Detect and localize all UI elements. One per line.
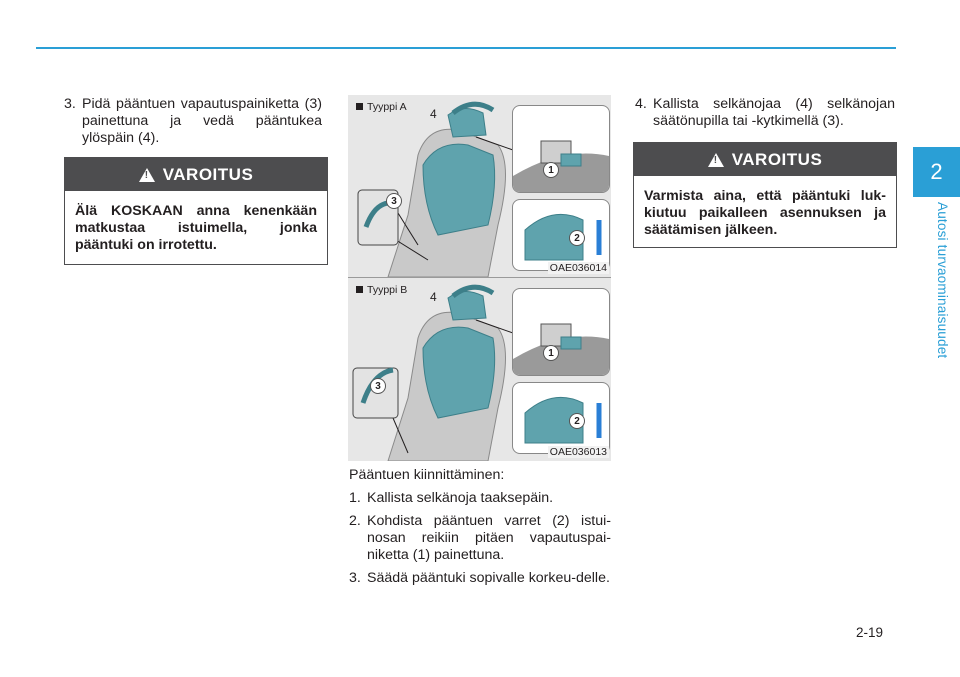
chapter-tab — [913, 147, 960, 197]
release-button-illustration — [513, 289, 609, 375]
step-text: Kallista selkänoja taaksepäin. — [367, 490, 554, 506]
warning-body: Varmista aina, että pääntuki luk-kiutuu paikalleen asennuksen ja säätämisen jälkeen. — [644, 188, 886, 238]
middle-column — [349, 467, 611, 593]
inset-release-button — [512, 288, 610, 376]
step-text: Pidä pääntuen vapautuspainiketta (3) painettuna ja vedä pääntukea ylöspäin (4). — [82, 96, 322, 146]
bullet-square-icon — [356, 286, 363, 293]
warning-header — [65, 158, 327, 191]
page-number: 2-19 — [856, 625, 884, 640]
warning-icon — [139, 168, 155, 182]
step-2 — [349, 513, 611, 564]
figure-label — [356, 101, 407, 113]
header-rule — [36, 47, 896, 49]
step-number: 3. — [64, 96, 76, 112]
inset-headrest-insert — [512, 382, 610, 454]
callout-2: 2 — [569, 413, 585, 429]
step-text: Säädä pääntuki sopivalle korkeu-delle. — [367, 570, 610, 586]
step-number: 3. — [349, 570, 361, 586]
callout-4: 4 — [430, 290, 437, 304]
figure-code: OAE036014 — [549, 262, 607, 274]
warning-title: VAROITUS — [162, 164, 254, 184]
warning-box-left — [64, 157, 328, 265]
inset-headrest-insert — [512, 199, 610, 271]
step-number: 1. — [349, 490, 361, 506]
chapter-title: Autosi turvaominaisuudet — [935, 202, 950, 359]
inset-release-button — [512, 105, 610, 193]
warning-title: VAROITUS — [731, 149, 823, 169]
figure-type-a — [348, 95, 611, 277]
release-button-illustration — [513, 106, 609, 192]
chapter-number: 2 — [930, 159, 943, 184]
step-1 — [349, 490, 611, 507]
left-column — [64, 96, 322, 153]
warning-header — [634, 143, 896, 176]
callout-4: 4 — [430, 107, 437, 121]
callout-3: 3 — [370, 378, 386, 394]
bullet-square-icon — [356, 103, 363, 110]
callout-3: 3 — [386, 193, 402, 209]
figure-label — [356, 284, 407, 296]
step-number: 2. — [349, 513, 361, 529]
warning-box-right — [633, 142, 897, 248]
step-text: Kallista selkänojaa (4) selkänojan säätönupilla tai -kytkimellä (3). — [653, 96, 895, 129]
callout-1: 1 — [543, 345, 559, 361]
figure-label-text: Tyyppi B — [367, 284, 408, 296]
figure-label-text: Tyyppi A — [367, 101, 407, 113]
warning-body: Älä KOSKAAN anna kenenkään matkustaa istuimella, jonka pääntuki on irrotettu. — [75, 203, 317, 253]
section-heading: Pääntuen kiinnittäminen: — [349, 467, 505, 483]
headrest-insert-illustration — [513, 383, 609, 453]
step-3 — [64, 96, 322, 147]
warning-icon — [708, 153, 724, 167]
step-text: Kohdista pääntuen varret (2) istui-nosan reikiin pitäen vapautuspai-niketta (1) painettuna. — [367, 513, 611, 563]
figure-type-b — [348, 278, 611, 461]
headrest-insert-illustration — [513, 200, 609, 270]
callout-2: 2 — [569, 230, 585, 246]
step-number: 4. — [635, 96, 647, 112]
callout-1: 1 — [543, 162, 559, 178]
step-3 — [349, 570, 611, 587]
step-4 — [635, 96, 895, 130]
figure-code: OAE036013 — [549, 446, 607, 458]
right-column — [635, 96, 895, 136]
